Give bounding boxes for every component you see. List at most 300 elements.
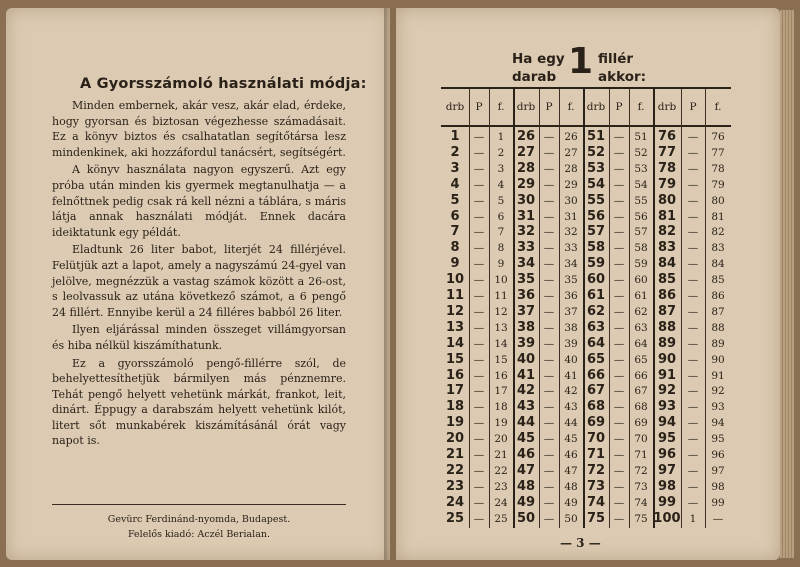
quantity-cell: 97: [657, 462, 677, 478]
table-header: [441, 89, 731, 127]
column-header-P: P: [545, 101, 553, 113]
quantity-cell: 28: [516, 160, 536, 176]
filler-cell: 62: [634, 305, 648, 318]
quantity-cell: 65: [586, 351, 606, 367]
quantity-cell: 56: [586, 208, 606, 224]
filler-cell: 94: [711, 417, 725, 430]
filler-cell: 45: [564, 433, 578, 446]
filler-cell: 88: [711, 321, 725, 334]
pengo-cell: —: [543, 449, 555, 461]
pengo-cell: —: [613, 274, 625, 287]
filler-cell: 15: [494, 353, 508, 366]
paragraph: Minden embernek, akár vesz, akár elad, érdeke, hogy gyorsan és biztosan végezhesse számadásait. Ez a könyv biztos és csalhatatlan segítőtársa lesz mindenkinek, aki hozzáfordul tanácsért, segítségért.: [52, 99, 346, 159]
quantity-cell: 79: [657, 176, 677, 192]
filler-cell: 46: [564, 449, 578, 461]
filler-cell: 60: [634, 274, 648, 287]
pengo-cell: —: [543, 401, 555, 414]
pengo-cell: —: [473, 131, 485, 143]
quantity-cell: 30: [516, 192, 536, 208]
column-header-drb: drb: [586, 101, 606, 113]
heading-right: fillér akkor:: [598, 51, 647, 85]
filler-cell: 68: [634, 401, 648, 414]
filler-cell: 53: [634, 162, 648, 175]
pengo-cell: —: [687, 496, 699, 509]
filler-cell: 69: [634, 417, 648, 430]
pengo-cell: —: [687, 274, 699, 287]
quantity-cell: 16: [445, 367, 465, 383]
pengo-cell: —: [473, 369, 485, 382]
quantity-cell: 78: [657, 160, 677, 176]
quantity-cell: 95: [657, 431, 677, 447]
filler-cell: 50: [564, 512, 578, 525]
quantity-cell: 92: [657, 383, 677, 399]
pengo-cell: —: [613, 258, 625, 271]
filler-cell: 4: [497, 178, 505, 191]
quantity-cell: 81: [657, 208, 677, 224]
quantity-cell: 26: [516, 129, 536, 144]
pengo-cell: —: [473, 274, 485, 287]
filler-cell: 14: [494, 337, 508, 350]
filler-cell: 22: [494, 464, 508, 477]
quantity-cell: 89: [657, 335, 677, 351]
instructions-title: A Gyorsszámoló használati módja:: [80, 76, 367, 92]
quantity-cell: 99: [657, 494, 677, 510]
column-header-f: f.: [567, 101, 575, 113]
pengo-cell: —: [473, 433, 485, 446]
quantity-cell: 46: [516, 447, 536, 462]
pengo-cell: —: [543, 433, 555, 446]
column-header-drb: drb: [516, 101, 536, 113]
filler-cell: 75: [634, 512, 648, 525]
pengo-cell: —: [687, 385, 699, 398]
column-header-f: f.: [497, 101, 505, 113]
pengo-cell: —: [613, 290, 625, 302]
column-header-drb: drb: [657, 101, 677, 113]
column-header-P: P: [615, 101, 623, 113]
quantity-cell: 34: [516, 256, 536, 272]
quantity-cell: 5: [450, 192, 460, 208]
filler-cell: 39: [564, 337, 578, 350]
pengo-cell: —: [687, 226, 699, 239]
quantity-cell: 87: [657, 303, 677, 319]
pengo-cell: —: [473, 226, 485, 239]
quantity-cell: 6: [450, 208, 460, 224]
filler-cell: 13: [494, 321, 508, 334]
filler-cell: 58: [634, 242, 648, 255]
pengo-cell: —: [613, 131, 625, 143]
filler-cell: 35: [564, 274, 578, 287]
pengo-cell: —: [473, 417, 485, 430]
quantity-cell: 3: [450, 160, 460, 176]
pengo-cell: —: [543, 242, 555, 255]
pengo-cell: —: [613, 194, 625, 207]
paragraph: Ilyen eljárással minden összeget villámgyorsan és hiba nélkül kiszámíthatunk.: [52, 323, 346, 352]
filler-cell: 48: [564, 480, 578, 493]
quantity-cell: 14: [445, 335, 465, 351]
quantity-cell: 42: [516, 383, 536, 399]
quantity-cell: 45: [516, 431, 536, 447]
quantity-cell: 63: [586, 319, 606, 335]
quantity-cell: 31: [516, 208, 536, 224]
filler-cell: 70: [634, 433, 648, 446]
pengo-cell: —: [687, 258, 699, 271]
quantity-cell: 39: [516, 335, 536, 351]
quantity-cell: 49: [516, 494, 536, 510]
heading-number: 1: [568, 41, 594, 82]
filler-cell: 66: [634, 369, 648, 382]
ready-reckoner-table: [441, 87, 731, 528]
quantity-cell: 58: [586, 240, 606, 256]
quantity-cell: 18: [445, 399, 465, 415]
filler-cell: 33: [564, 242, 578, 255]
pengo-cell: —: [613, 162, 625, 175]
pengo-cell: —: [543, 146, 555, 159]
pengo-cell: —: [543, 210, 555, 223]
quantity-cell: 94: [657, 415, 677, 431]
quantity-cell: 76: [657, 129, 677, 144]
filler-cell: 80: [711, 194, 725, 207]
quantity-cell: 77: [657, 144, 677, 160]
filler-cell: 6: [497, 210, 505, 223]
quantity-cell: 64: [586, 335, 606, 351]
pengo-cell: —: [543, 369, 555, 382]
quantity-cell: 82: [657, 224, 677, 240]
quantity-cell: 86: [657, 288, 677, 303]
filler-cell: 63: [634, 321, 648, 334]
filler-cell: 85: [711, 274, 725, 287]
filler-cell: 59: [634, 258, 648, 271]
filler-cell: 95: [711, 433, 725, 446]
pengo-cell: —: [473, 290, 485, 302]
pengo-cell: —: [613, 210, 625, 223]
quantity-cell: 51: [586, 129, 606, 144]
pengo-cell: —: [543, 353, 555, 366]
filler-cell: 8: [497, 242, 505, 255]
quantity-cell: 83: [657, 240, 677, 256]
quantity-cell: 43: [516, 399, 536, 415]
pengo-cell: —: [613, 242, 625, 255]
quantity-cell: 67: [586, 383, 606, 399]
pengo-cell: —: [473, 242, 485, 255]
pengo-cell: —: [473, 146, 485, 159]
pengo-cell: —: [473, 401, 485, 414]
quantity-cell: 4: [450, 176, 460, 192]
quantity-cell: 90: [657, 351, 677, 367]
quantity-cell: 47: [516, 462, 536, 478]
pengo-cell: —: [473, 162, 485, 175]
quantity-cell: 48: [516, 478, 536, 494]
paragraph: Eladtunk 26 liter babot, literjét 24 fillérjével. Felütjük azt a lapot, amely a nagyszámú 24-gyel van jelölve, megnézzük a vastag számok között a 26-ost, s leolvassuk az utána következő számot, a 6 pengő 24 fillért. Ennyibe kerül a 24 filléres babból 26 liter.: [52, 243, 346, 319]
printer-line: Gevürc Ferdinánd-nyomda, Budapest.: [107, 514, 291, 525]
pengo-cell: —: [613, 146, 625, 159]
pengo-cell: —: [543, 131, 555, 143]
quantity-cell: 98: [657, 478, 677, 494]
filler-cell: 67: [634, 385, 648, 398]
quantity-cell: 20: [445, 431, 465, 447]
pengo-cell: —: [613, 449, 625, 461]
pengo-cell: —: [613, 401, 625, 414]
quantity-cell: 85: [657, 272, 677, 288]
filler-cell: —: [712, 512, 724, 525]
filler-cell: 98: [711, 480, 725, 493]
pengo-cell: —: [473, 449, 485, 461]
quantity-cell: 1: [450, 129, 460, 144]
quantity-cell: 93: [657, 399, 677, 415]
pengo-cell: —: [687, 242, 699, 255]
imprint: [52, 512, 346, 542]
filler-cell: 57: [634, 226, 648, 239]
filler-cell: 37: [564, 305, 578, 318]
quantity-cell: 13: [445, 319, 465, 335]
quantity-cell: 91: [657, 367, 677, 383]
pengo-cell: —: [687, 449, 699, 461]
quantity-cell: 29: [516, 176, 536, 192]
filler-cell: 21: [494, 449, 508, 461]
paragraph: Ez a gyorsszámoló pengő-fillérre szól, de behelyettesíthetjük bármilyen más pénznemre. Tehát pengő helyett vehetünk márkát, frankot, leit, dinárt. Éppugy a darabszám helyett vehetünk kilót, litert sőt munkabérek kiszámításánál órát vagy napot is.: [52, 356, 346, 448]
filler-cell: 3: [497, 162, 505, 175]
pengo-cell: —: [613, 417, 625, 430]
quantity-cell: 54: [586, 176, 606, 192]
filler-cell: 29: [564, 178, 578, 191]
quantity-cell: 2: [450, 144, 460, 160]
page-number: — 3 —: [560, 536, 601, 550]
filler-cell: 11: [494, 290, 508, 302]
quantity-cell: 33: [516, 240, 536, 256]
filler-cell: 41: [564, 369, 578, 382]
pengo-cell: —: [613, 480, 625, 493]
filler-cell: 10: [494, 274, 508, 287]
quantity-cell: 100: [653, 510, 681, 526]
pengo-cell: —: [543, 194, 555, 207]
quantity-cell: 74: [586, 494, 606, 510]
filler-cell: 36: [564, 290, 578, 302]
column-header-f: f.: [714, 101, 722, 113]
filler-cell: 71: [634, 449, 648, 461]
filler-cell: 87: [711, 305, 725, 318]
quantity-cell: 21: [445, 447, 465, 462]
footer-divider: [52, 504, 346, 505]
filler-cell: 76: [711, 131, 725, 143]
page-edges: [780, 10, 794, 558]
pengo-cell: —: [543, 512, 555, 525]
pengo-cell: —: [543, 258, 555, 271]
filler-cell: 74: [634, 496, 648, 509]
pengo-cell: —: [687, 194, 699, 207]
quantity-cell: 61: [586, 288, 606, 303]
paragraph: A könyv használata nagyon egyszerű. Azt egy próba után minden kis gyermek megtanulhatja — a felnőttnek pedig csak rá kell nézni a táblára, s máris látja annak használati módját. Ennek dacára ideiktatunk egy példát.: [52, 163, 346, 239]
pengo-cell: —: [543, 385, 555, 398]
filler-cell: 20: [494, 433, 508, 446]
pengo-cell: —: [543, 178, 555, 191]
pengo-cell: —: [473, 321, 485, 334]
pengo-cell: —: [613, 464, 625, 477]
quantity-cell: 7: [450, 224, 460, 240]
quantity-cell: 35: [516, 272, 536, 288]
filler-cell: 99: [711, 496, 725, 509]
quantity-cell: 69: [586, 415, 606, 431]
filler-cell: 9: [497, 258, 505, 271]
quantity-cell: 24: [445, 494, 465, 510]
pengo-cell: —: [473, 258, 485, 271]
quantity-cell: 66: [586, 367, 606, 383]
pengo-cell: —: [687, 464, 699, 477]
pengo-cell: —: [687, 480, 699, 493]
pengo-cell: —: [543, 480, 555, 493]
filler-cell: 43: [564, 401, 578, 414]
quantity-cell: 23: [445, 478, 465, 494]
quantity-cell: 40: [516, 351, 536, 367]
pengo-cell: —: [613, 369, 625, 382]
pengo-cell: —: [613, 496, 625, 509]
column-header-P: P: [475, 101, 483, 113]
quantity-cell: 50: [516, 510, 536, 526]
quantity-cell: 84: [657, 256, 677, 272]
pengo-cell: —: [613, 433, 625, 446]
pengo-cell: —: [613, 512, 625, 525]
filler-cell: 30: [564, 194, 578, 207]
quantity-cell: 44: [516, 415, 536, 431]
quantity-cell: 55: [586, 192, 606, 208]
filler-cell: 12: [494, 305, 508, 318]
quantity-cell: 8: [450, 240, 460, 256]
pengo-cell: —: [473, 178, 485, 191]
filler-cell: 73: [634, 480, 648, 493]
pengo-cell: —: [687, 353, 699, 366]
pengo-cell: —: [687, 210, 699, 223]
pengo-cell: —: [687, 369, 699, 382]
pengo-cell: —: [687, 146, 699, 159]
filler-cell: 26: [564, 131, 578, 143]
quantity-cell: 53: [586, 160, 606, 176]
quantity-cell: 25: [445, 510, 465, 526]
filler-cell: 77: [711, 146, 725, 159]
quantity-cell: 22: [445, 462, 465, 478]
instructions-body: [52, 98, 346, 451]
filler-cell: 84: [711, 258, 725, 271]
filler-cell: 34: [564, 258, 578, 271]
filler-cell: 24: [494, 496, 508, 509]
filler-cell: 55: [634, 194, 648, 207]
pengo-cell: —: [613, 337, 625, 350]
pengo-cell: —: [687, 321, 699, 334]
filler-cell: 7: [497, 226, 505, 239]
filler-cell: 93: [711, 401, 725, 414]
column-header-f: f.: [637, 101, 645, 113]
quantity-cell: 68: [586, 399, 606, 415]
pengo-cell: —: [473, 385, 485, 398]
pengo-cell: —: [473, 464, 485, 477]
pengo-cell: —: [687, 417, 699, 430]
filler-cell: 23: [494, 480, 508, 493]
quantity-cell: 11: [445, 288, 465, 303]
quantity-cell: 37: [516, 303, 536, 319]
pengo-cell: —: [543, 226, 555, 239]
quantity-cell: 80: [657, 192, 677, 208]
pengo-cell: —: [473, 210, 485, 223]
filler-cell: 2: [497, 146, 505, 159]
filler-cell: 25: [494, 512, 508, 525]
quantity-cell: 38: [516, 319, 536, 335]
filler-cell: 82: [711, 226, 725, 239]
filler-cell: 51: [634, 131, 648, 143]
quantity-cell: 59: [586, 256, 606, 272]
quantity-cell: 10: [445, 272, 465, 288]
pengo-cell: —: [687, 433, 699, 446]
filler-cell: 16: [494, 369, 508, 382]
pengo-cell: —: [613, 305, 625, 318]
pengo-cell: —: [543, 496, 555, 509]
filler-cell: 54: [634, 178, 648, 191]
filler-cell: 5: [497, 194, 505, 207]
filler-cell: 44: [564, 417, 578, 430]
quantity-cell: 96: [657, 447, 677, 462]
quantity-cell: 75: [586, 510, 606, 526]
filler-cell: 32: [564, 226, 578, 239]
pengo-cell: —: [473, 353, 485, 366]
filler-cell: 31: [564, 210, 578, 223]
pengo-cell: —: [543, 274, 555, 287]
quantity-cell: 15: [445, 351, 465, 367]
filler-cell: 28: [564, 162, 578, 175]
column-header-P: P: [689, 101, 697, 113]
filler-cell: 91: [711, 369, 725, 382]
filler-cell: 96: [711, 449, 725, 461]
filler-cell: 72: [634, 464, 648, 477]
filler-cell: 83: [711, 242, 725, 255]
quantity-cell: 57: [586, 224, 606, 240]
quantity-cell: 72: [586, 462, 606, 478]
filler-cell: 79: [711, 178, 725, 191]
quantity-cell: 62: [586, 303, 606, 319]
pengo-cell: —: [473, 305, 485, 318]
pengo-cell: —: [543, 417, 555, 430]
filler-cell: 42: [564, 385, 578, 398]
filler-cell: 65: [634, 353, 648, 366]
pengo-cell: —: [687, 131, 699, 143]
pengo-cell: —: [543, 305, 555, 318]
filler-cell: 47: [564, 464, 578, 477]
filler-cell: 97: [711, 464, 725, 477]
filler-cell: 64: [634, 337, 648, 350]
filler-cell: 19: [494, 417, 508, 430]
pengo-cell: —: [543, 162, 555, 175]
pengo-cell: —: [687, 162, 699, 175]
filler-cell: 49: [564, 496, 578, 509]
publisher-line: Felelős kiadó: Aczél Berialan.: [127, 529, 271, 540]
quantity-cell: 52: [586, 144, 606, 160]
pengo-cell: —: [613, 321, 625, 334]
pengo-cell: —: [543, 337, 555, 350]
column-header-drb: drb: [445, 101, 465, 113]
filler-cell: 92: [711, 385, 725, 398]
quantity-cell: 71: [586, 447, 606, 462]
quantity-cell: 73: [586, 478, 606, 494]
pengo-cell: —: [687, 290, 699, 302]
filler-cell: 40: [564, 353, 578, 366]
pengo-cell: —: [687, 337, 699, 350]
quantity-cell: 70: [586, 431, 606, 447]
pengo-cell: —: [687, 305, 699, 318]
pengo-cell: —: [613, 178, 625, 191]
quantity-cell: 17: [445, 383, 465, 399]
quantity-cell: 32: [516, 224, 536, 240]
filler-cell: 89: [711, 337, 725, 350]
pengo-cell: —: [543, 321, 555, 334]
pengo-cell: —: [613, 353, 625, 366]
quantity-cell: 9: [450, 256, 460, 272]
filler-cell: 52: [634, 146, 648, 159]
pengo-cell: —: [613, 385, 625, 398]
